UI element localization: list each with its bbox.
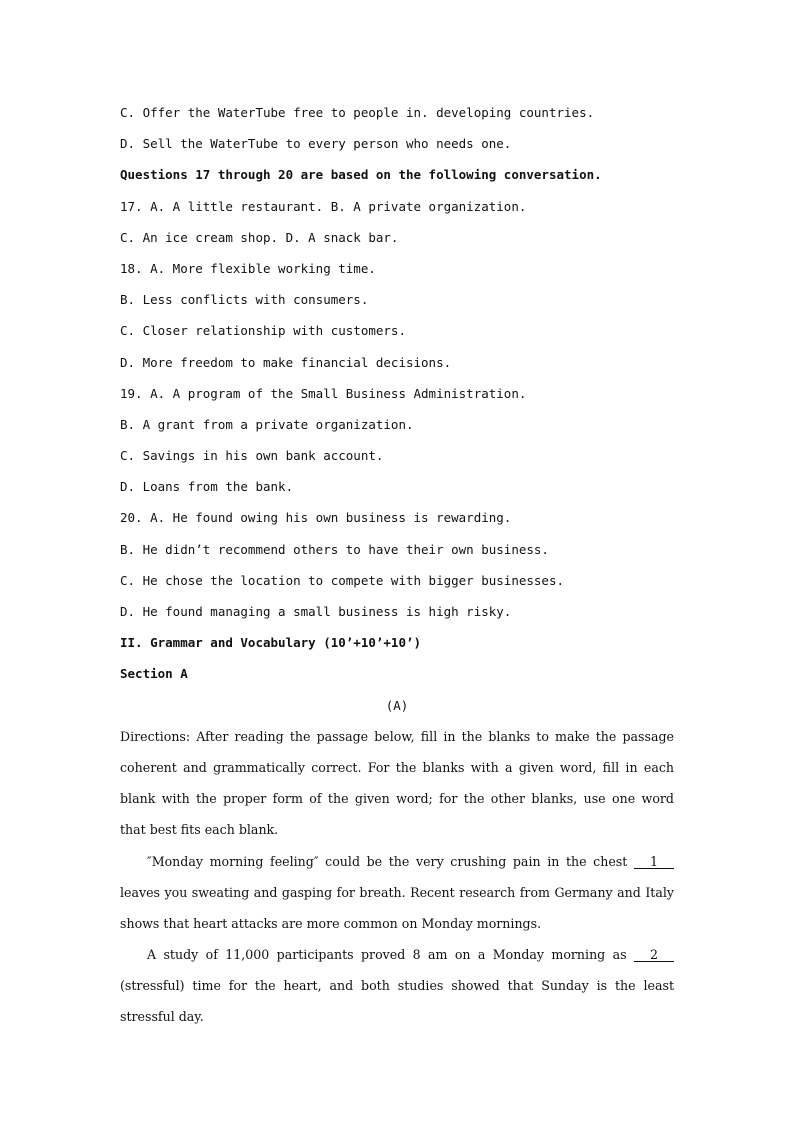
q18-option-b: B. Less conflicts with consumers. [120, 292, 369, 308]
directions-line-3: blank with the proper form of the given word; for the other blanks, use one word [120, 791, 674, 807]
q16-option-d: D. Sell the WaterTube to every person who needs one. [120, 136, 512, 152]
q18-option-d: D. More freedom to make financial decisions. [120, 354, 452, 370]
paragraph-2-line-1 [120, 944, 674, 975]
q18-option-c: C. Closer relationship with customers. [120, 323, 406, 339]
blank-2[interactable]: 2 [633, 947, 674, 963]
q19-option-b: B. A grant from a private organization. [120, 416, 414, 432]
q16-option-c: C. Offer the WaterTube free to people in. developing countries. [120, 105, 595, 120]
q20-option-c: C. He chose the location to compete with bigger businesses. [120, 572, 565, 588]
q19-option-c: C. Savings in his own bank account. [120, 448, 384, 464]
q20-option-b: B. He didn’t recommend others to have their own business. [120, 541, 549, 557]
paragraph-1-text: ″Monday morning feeling″ could be the very crushing pain in the chest [147, 853, 628, 869]
paragraph-2-line-2: (stressful) time for the heart, and both studies showed that Sunday is the least [120, 978, 674, 994]
paragraph-2-line-3: stressful day. [120, 1009, 204, 1025]
paragraph-1-line-2: leaves you sweating and gasping for breath. Recent research from Germany and Italy [120, 884, 674, 900]
q19-option-d: D. Loans from the bank. [120, 479, 294, 495]
passage-label: (A) [385, 697, 409, 713]
blank-1[interactable]: 1 [633, 853, 674, 869]
directions-line-4: that best fits each blank. [120, 822, 279, 838]
conversation-heading: Questions 17 through 20 are based on the following conversation. [120, 167, 602, 183]
paragraph-1-line-1 [120, 851, 674, 882]
q19-option-a: 19. A. A program of the Small Business Administration. [120, 385, 527, 401]
q17-line-2: C. An ice cream shop. D. A snack bar. [120, 229, 399, 245]
q18-option-a: 18. A. More flexible working time. [120, 260, 376, 276]
paragraph-1-line-3: shows that heart attacks are more common on Monday mornings. [120, 915, 542, 931]
directions-line-1: Directions: After reading the passage below, fill in the blanks to make the passage [120, 728, 674, 744]
part-heading: II. Grammar and Vocabulary (10’+10’+10’) [120, 635, 422, 651]
q20-option-a: 20. A. He found owing his own business is rewarding. [120, 510, 512, 526]
paragraph-2-text: A study of 11,000 participants proved 8 am on a Monday morning as [147, 947, 627, 963]
document-page [120, 102, 674, 1038]
section-heading: Section A [120, 666, 188, 682]
q20-option-d: D. He found managing a small business is high risky. [120, 604, 512, 619]
q17-line-1: 17. A. A little restaurant. B. A private organization. [120, 198, 527, 214]
directions-line-2: coherent and grammatically correct. For the blanks with a given word, fill in each [120, 759, 674, 775]
